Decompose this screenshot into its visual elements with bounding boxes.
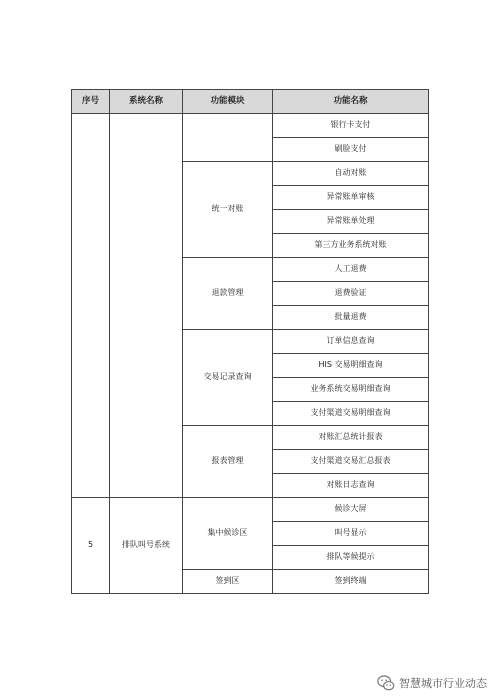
function-cell: 刷脸支付 [273, 138, 429, 162]
function-cell: 叫号显示 [273, 522, 429, 546]
header-module: 功能模块 [183, 90, 273, 114]
system-cell: 排队叫号系统 [110, 498, 183, 594]
seq-cell [72, 114, 110, 498]
watermark-text: 智慧城市行业动态 [399, 677, 487, 690]
function-cell: 异常账单处理 [273, 210, 429, 234]
seq-cell: 5 [72, 498, 110, 594]
module-cell: 集中候诊区 [183, 498, 273, 570]
system-cell [110, 114, 183, 498]
function-cell: 签到终端 [273, 570, 429, 594]
function-cell: 银行卡支付 [273, 114, 429, 138]
table-header-row [72, 90, 429, 114]
wechat-icon [377, 674, 395, 692]
function-cell: 人工退费 [273, 258, 429, 282]
function-cell: 订单信息查询 [273, 330, 429, 354]
function-table [71, 89, 429, 594]
watermark [377, 673, 487, 693]
function-cell: 支付渠道交易汇总报表 [273, 450, 429, 474]
header-seq: 序号 [72, 90, 110, 114]
function-cell: 对账汇总统计报表 [273, 426, 429, 450]
function-cell: 支付渠道交易明细查询 [273, 402, 429, 426]
function-cell: 排队等候提示 [273, 546, 429, 570]
module-cell: 退款管理 [183, 258, 273, 330]
module-cell: 报表管理 [183, 426, 273, 498]
module-cell: 签到区 [183, 570, 273, 594]
module-cell: 统一对账 [183, 162, 273, 258]
header-system-name: 系统名称 [110, 90, 183, 114]
function-cell: 异常账单审核 [273, 186, 429, 210]
header-function-name: 功能名称 [273, 90, 429, 114]
table-row [72, 498, 429, 522]
function-cell: 批量退费 [273, 306, 429, 330]
module-cell: 交易记录查询 [183, 330, 273, 426]
module-cell [183, 114, 273, 162]
function-cell: 自动对账 [273, 162, 429, 186]
function-cell: 对账日志查询 [273, 474, 429, 498]
function-cell: 退费验证 [273, 282, 429, 306]
function-cell: 业务系统交易明细查询 [273, 378, 429, 402]
table-row [72, 114, 429, 138]
function-cell: 第三方业务系统对账 [273, 234, 429, 258]
function-cell: HIS 交易明细查询 [273, 354, 429, 378]
function-cell: 候诊大屏 [273, 498, 429, 522]
